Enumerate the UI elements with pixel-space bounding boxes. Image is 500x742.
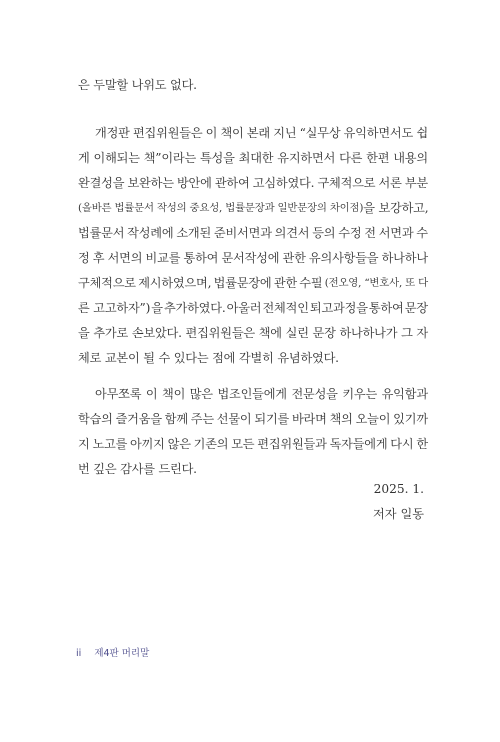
text-word: 자 [416, 326, 428, 340]
text-word: 문장 [312, 326, 336, 340]
text-word: 책이 [220, 126, 244, 140]
text-word: 노고를 [92, 437, 128, 451]
text-line [78, 73, 428, 98]
text-word: 수필 [299, 276, 323, 290]
text-line [78, 346, 428, 371]
page-footer [76, 645, 149, 659]
text-word: 완결성을 [78, 176, 125, 190]
text-line [78, 196, 428, 221]
text-word: 아끼지 [130, 437, 165, 451]
text-line [78, 171, 428, 196]
text-word: 수 [416, 226, 428, 240]
text-word: 번 깊은 감사를 드린다. [78, 462, 197, 476]
running-section-title: 제4판 머리말 [94, 648, 150, 659]
text-word: 최대한 [238, 151, 274, 165]
text-word: 구체적으로 [78, 276, 136, 290]
signature-date: 2025. 1. [373, 482, 424, 496]
text-word: 른 고고하자”) [78, 301, 151, 315]
text-word: 모든 [231, 437, 255, 451]
signature-block [304, 477, 424, 527]
paragraph-continuation [78, 73, 428, 98]
text-word: 그 [401, 326, 413, 340]
text-word: 통하여 [183, 251, 219, 265]
text-line [78, 296, 428, 321]
text-word: 추가로 [93, 326, 129, 340]
text-word: 추가하였다. [163, 301, 226, 315]
text-word: 한편 [366, 151, 390, 165]
text-word: 유익하면서도 [343, 126, 414, 140]
text-word: 서면과 [378, 226, 414, 240]
text-word: 을 보강하고, [363, 201, 429, 215]
text-word: “실무상 [299, 126, 341, 140]
text-word: 유지하면서 [277, 151, 336, 165]
text-word: 준비서면과 [213, 226, 272, 240]
text-word: 을 [151, 301, 163, 315]
text-word: 선물이 [216, 412, 252, 426]
text-line [78, 121, 428, 146]
text-word: 많은 [189, 387, 213, 401]
text-word: 즐거움을 [115, 412, 162, 426]
text-word: 법조인들에게 [217, 387, 287, 401]
text-word: 서면의 [107, 251, 143, 265]
text-line [78, 146, 428, 171]
text-word: 되기를 [254, 412, 290, 426]
text-word: 법률문서 [78, 226, 125, 240]
text-word: 실린 [285, 326, 309, 340]
text-word: 손보았다. [131, 326, 182, 340]
text-word: 정 [78, 251, 90, 265]
text-word: 내용의 [393, 151, 428, 165]
text-word: 제시하였으며, [138, 276, 212, 290]
text-word: 이 [145, 387, 158, 401]
text-word: 바라며 [291, 412, 327, 426]
text-word: 책의 [329, 412, 353, 426]
text-word: 본래 [246, 126, 271, 140]
paragraph-thanks [78, 382, 428, 482]
text-word: 서론 [378, 176, 402, 190]
text-word: 책이 [162, 387, 186, 401]
text-word: 편집위원들은 [132, 126, 203, 140]
text-word: 다른 [339, 151, 363, 165]
text-word: 지닌 [273, 126, 297, 140]
text-word: 아무쪼록 [95, 387, 142, 401]
text-word: 책에 [258, 326, 282, 340]
text-word: 전문성을 [291, 387, 338, 401]
text-line [78, 432, 428, 457]
text-word: 유익함과 [381, 387, 428, 401]
text-word: (올바른 법률문서 작성의 중요성, 법률문장과 일반문장의 차이점) [78, 202, 364, 214]
text-word: 오늘이 [355, 412, 391, 426]
text-word: 편집위원들은 [185, 326, 255, 340]
text-word: 등의 [312, 226, 336, 240]
text-word: 퇴고과정을 [309, 301, 368, 315]
text-word: 지 [78, 437, 90, 451]
text-word: 있기까 [393, 412, 428, 426]
text-line [78, 221, 428, 246]
text-word: 전 [364, 226, 376, 240]
text-line [78, 321, 428, 346]
text-word: 보완하는 [127, 176, 174, 190]
text-word: 법률문장에 [213, 276, 272, 290]
text-word: 기존의 [193, 437, 229, 451]
text-word: 문서작성에 [221, 251, 280, 265]
text-word: 방안에 [176, 176, 212, 190]
text-word: 게 [78, 151, 90, 165]
text-line [78, 382, 428, 407]
text-word: 고심하였다. [252, 176, 315, 190]
text-word: 특성을 [199, 151, 235, 165]
text-word: 체로 교본이 될 수 있다는 점에 각별히 유념하였다. [78, 351, 339, 365]
text-word: 함께 [164, 412, 188, 426]
text-word: 작성례에 [127, 226, 174, 240]
text-word: 관한 [282, 251, 306, 265]
text-word: 관하여 [214, 176, 250, 190]
text-word: 않은 [167, 437, 191, 451]
text-word: 관한 [273, 276, 297, 290]
text-word: 책”이라는 [143, 151, 197, 165]
text-word: 후 [92, 251, 105, 265]
text-line [78, 271, 428, 296]
text-word: 쉽 [416, 126, 428, 140]
text-word: 문장 [404, 301, 428, 315]
text-word: 독자들에게 [329, 437, 388, 451]
text-word: 통하여 [368, 301, 404, 315]
text-line [78, 407, 428, 432]
text-word: 하나하나가 [339, 326, 398, 340]
text-word: (전오영, “변호사, 또 다 [324, 277, 428, 289]
text-word: 은 두말할 나위도 없다. [78, 78, 197, 92]
text-word: 전체적인 [262, 301, 309, 315]
text-word: 한 [416, 437, 428, 451]
text-word: 의견서 [274, 226, 310, 240]
text-word: 아울러 [226, 301, 262, 315]
text-word: 학습의 [78, 412, 113, 426]
text-word: 을 [78, 326, 90, 340]
text-word: 부분 [404, 176, 428, 190]
text-word: 비교를 [145, 251, 181, 265]
text-word: 구체적으로 [317, 176, 376, 190]
text-word: 개정판 [95, 126, 130, 140]
text-word: 키우는 [342, 387, 378, 401]
signature-author: 저자 일동 [373, 507, 424, 521]
text-word: 주는 [190, 412, 214, 426]
text-word: 소개된 [176, 226, 212, 240]
text-word: 이해되는 [93, 151, 140, 165]
text-word: 이 [205, 126, 218, 140]
text-word: 유의사항들을 [308, 251, 379, 265]
paragraph-revision-notes [78, 121, 428, 371]
text-word: 편집위원들과 [257, 437, 327, 451]
text-word: 다시 [390, 437, 414, 451]
page-number: ii [76, 648, 82, 659]
text-word: 수정 [338, 226, 362, 240]
text-line [78, 246, 428, 271]
text-word: 하나하나 [381, 251, 428, 265]
